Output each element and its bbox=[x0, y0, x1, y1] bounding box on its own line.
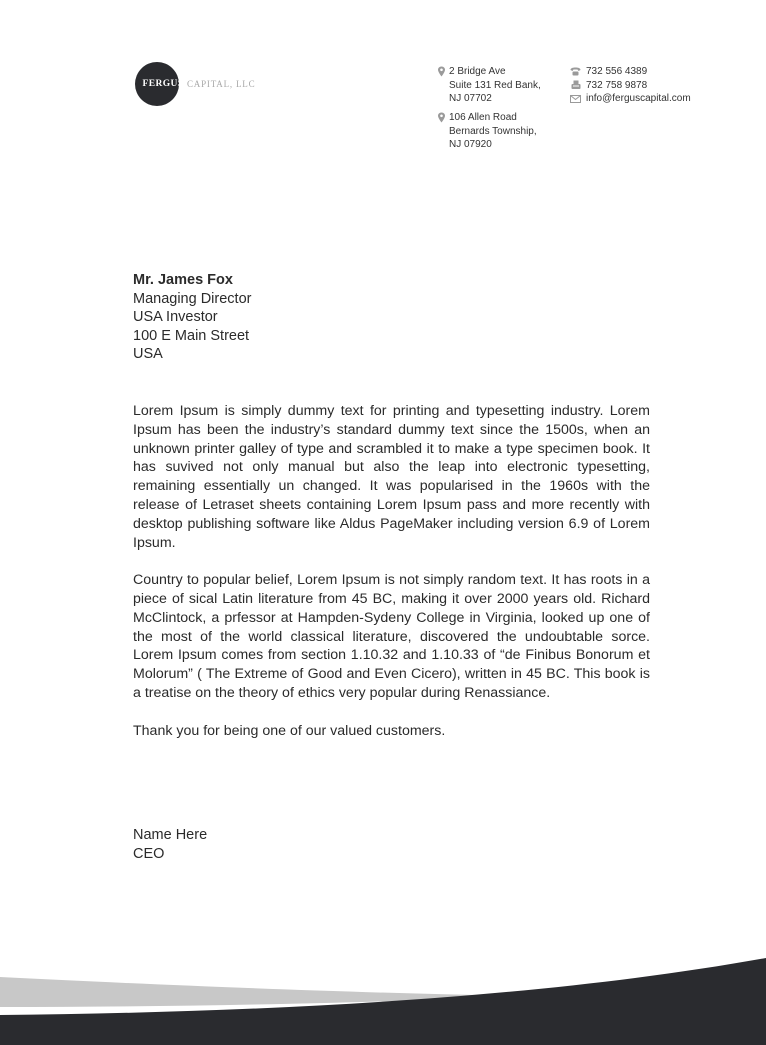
email-line bbox=[586, 92, 691, 106]
logo-main-text: FERGUS bbox=[142, 79, 184, 89]
signer-title: CEO bbox=[133, 845, 165, 862]
recipient-block bbox=[133, 271, 251, 364]
recipient-country: USA bbox=[133, 346, 163, 363]
recipient-title: Managing Director bbox=[133, 290, 252, 307]
location-pin-icon bbox=[437, 66, 446, 77]
logo-circle bbox=[135, 62, 184, 106]
footer-wave-decoration bbox=[0, 940, 766, 1045]
letter-body bbox=[133, 402, 650, 759]
envelope-icon bbox=[570, 95, 581, 103]
fax-icon bbox=[571, 80, 581, 90]
address-2-line-3: NJ 07920 bbox=[449, 139, 492, 150]
email-address[interactable]: info@ferguscapital.com bbox=[586, 93, 691, 104]
address-1-line-3: NJ 07702 bbox=[449, 93, 492, 104]
recipient-company: USA Investor bbox=[133, 309, 218, 326]
fax-line bbox=[586, 79, 691, 93]
address-block-2 bbox=[449, 111, 537, 152]
signature-block bbox=[133, 826, 207, 864]
body-paragraph-2: Country to popular belief, Lorem Ipsum is not simply random text. It has roots in a piece of sical Latin literature from 45 BC, making it over 2000 years old. Richard McClintock, a prfessor at Hampden-Sydeny College in Virginia, looked up one of the most of the world classical literature, discovered the undoubtable sorce. Lorem Ipsum comes from section 1.10.32 and 1.10.33 of “de Finibus Bonorum et Molorum” ( The Extreme of Good and Even Cicero), written in 45 BC. This book is a treatise on the theory of ethics very popular during Renassiance. bbox=[133, 572, 650, 701]
recipient-street: 100 E Main Street bbox=[133, 327, 250, 344]
address-2-line-1: 106 Allen Road bbox=[449, 112, 517, 123]
company-logo bbox=[135, 62, 255, 106]
signer-name: Name Here bbox=[133, 827, 208, 843]
phone-line bbox=[586, 65, 691, 79]
address-block-1 bbox=[449, 65, 541, 106]
recipient-name: Mr. James Fox bbox=[133, 272, 233, 288]
contact-numbers bbox=[586, 65, 691, 106]
body-paragraph-3: Thank you for being one of our valued customers. bbox=[133, 722, 446, 739]
body-paragraph-1: Lorem Ipsum is simply dummy text for printing and typesetting industry. Lorem Ipsum has been the industry’s standard dummy text since the 1500s, when an unknown printer galley of type and scrambled it to make a type specimen book. It has suvived not only manual but also the leap into electronic typesetting, remaining essentially un changed. It was popularised in the 1960s with the release of Letraset sheets containing Lorem Ipsum pass and more recently with desktop publishing software like Aldus PageMaker including version 6.9 of Lorem Ipsum. bbox=[133, 403, 650, 551]
location-pin-icon bbox=[437, 112, 446, 123]
fax-number: 732 758 9878 bbox=[586, 79, 648, 91]
address-1-line-1: 2 Bridge Ave bbox=[449, 66, 506, 77]
phone-icon bbox=[570, 67, 581, 76]
logo-sub-text: CAPITAL, LLC bbox=[187, 79, 256, 89]
address-1-line-2: Suite 131 Red Bank, bbox=[449, 79, 541, 91]
phone-number: 732 556 4389 bbox=[586, 66, 648, 77]
address-2-line-2: Bernards Township, bbox=[449, 125, 537, 137]
